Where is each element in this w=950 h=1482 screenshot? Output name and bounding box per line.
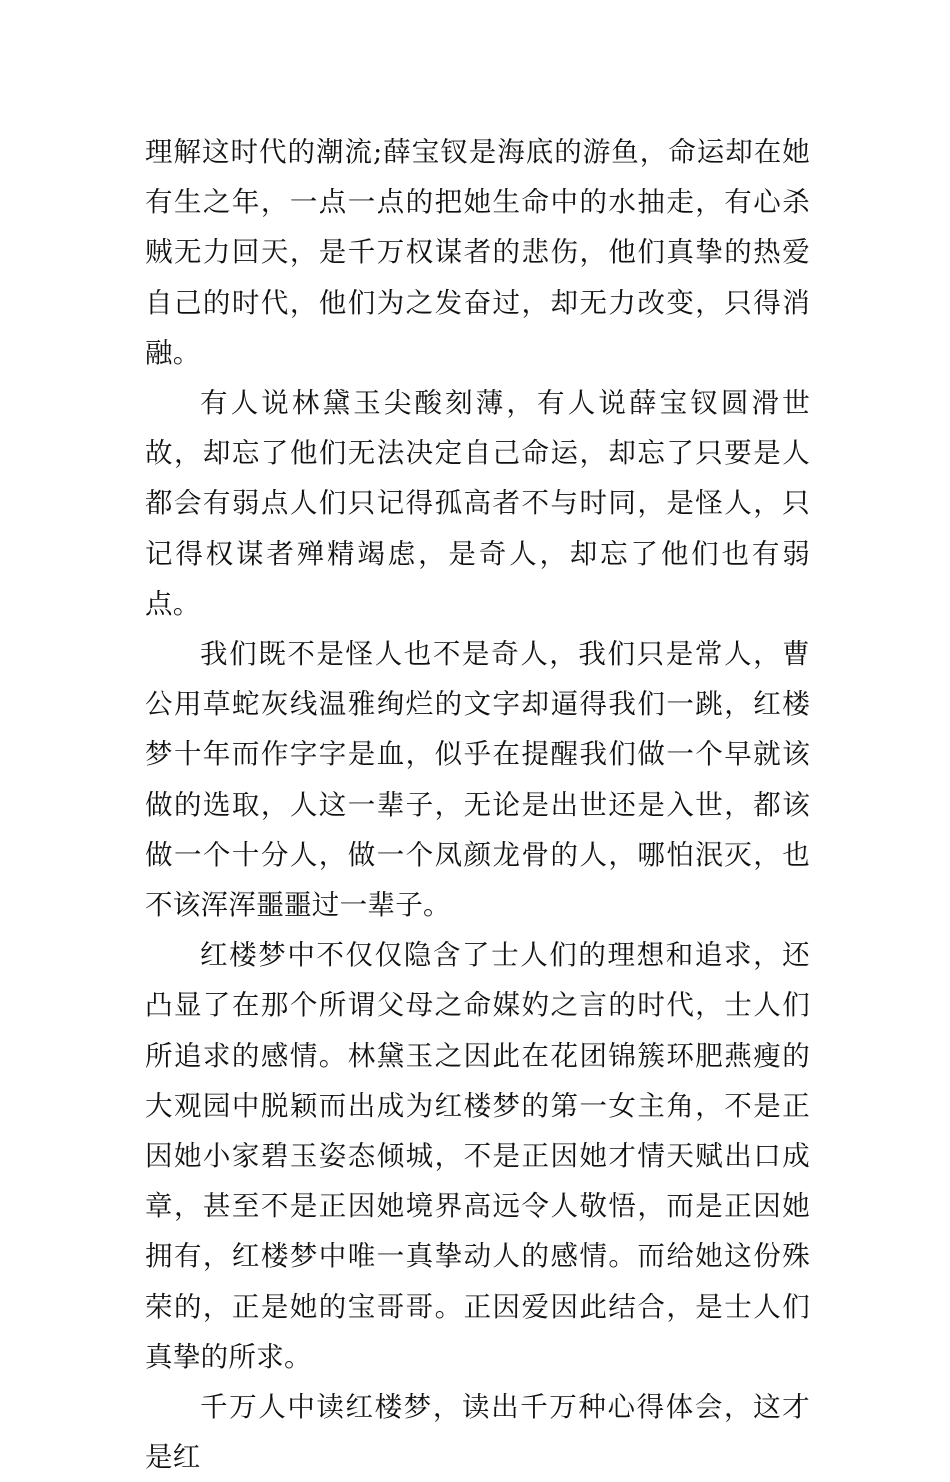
paragraph: 理解这时代的潮流;薛宝钗是海底的游鱼，命运却在她有生之年，一点一点的把她生命中的水抽走，有心杀贼无力回天，是千万权谋者的悲伤，他们真挚的热爱自己的时代，他们为之发奋过，却无力改变，只得消融。 (145, 136, 810, 369)
paragraph: 我们既不是怪人也不是奇人，我们只是常人，曹公用草蛇灰线温雅绚烂的文字却逼得我们一跳，红楼梦十年而作字字是血，似乎在提醒我们做一个早就该做的选取，人这一辈子，无论是出世还是入世，都该做一个十分人，做一个凤颜龙骨的人，哪怕泯灭，也不该浑浑噩噩过一辈子。 (145, 638, 810, 922)
document-body (145, 127, 810, 1482)
paragraph: 红楼梦中不仅仅隐含了士人们的理想和追求，还凸显了在那个所谓父母之命媒妁之言的时代，士人们所追求的感情。林黛玉之因此在花团锦簇环肥燕瘦的大观园中脱颖而出成为红楼梦的第一女主角，不是正因她小家碧玉姿态倾城，不是正因她才情天赋出口成章，甚至不是正因她境界高远令人敬悟，而是正因她拥有，红楼梦中唯一真挚动人的感情。而给她这份殊荣的，正是她的宝哥哥。正因爱因此结合，是士人们真挚的所求。 (145, 939, 810, 1373)
paragraph: 千万人中读红楼梦，读出千万种心得体会，这才是红 (145, 1391, 810, 1474)
paragraph: 有人说林黛玉尖酸刻薄，有人说薛宝钗圆滑世故，却忘了他们无法决定自己命运，却忘了只要是人都会有弱点人们只记得孤高者不与时同，是怪人，只记得权谋者殚精竭虑，是奇人，却忘了他们也有弱点。 (145, 387, 810, 620)
